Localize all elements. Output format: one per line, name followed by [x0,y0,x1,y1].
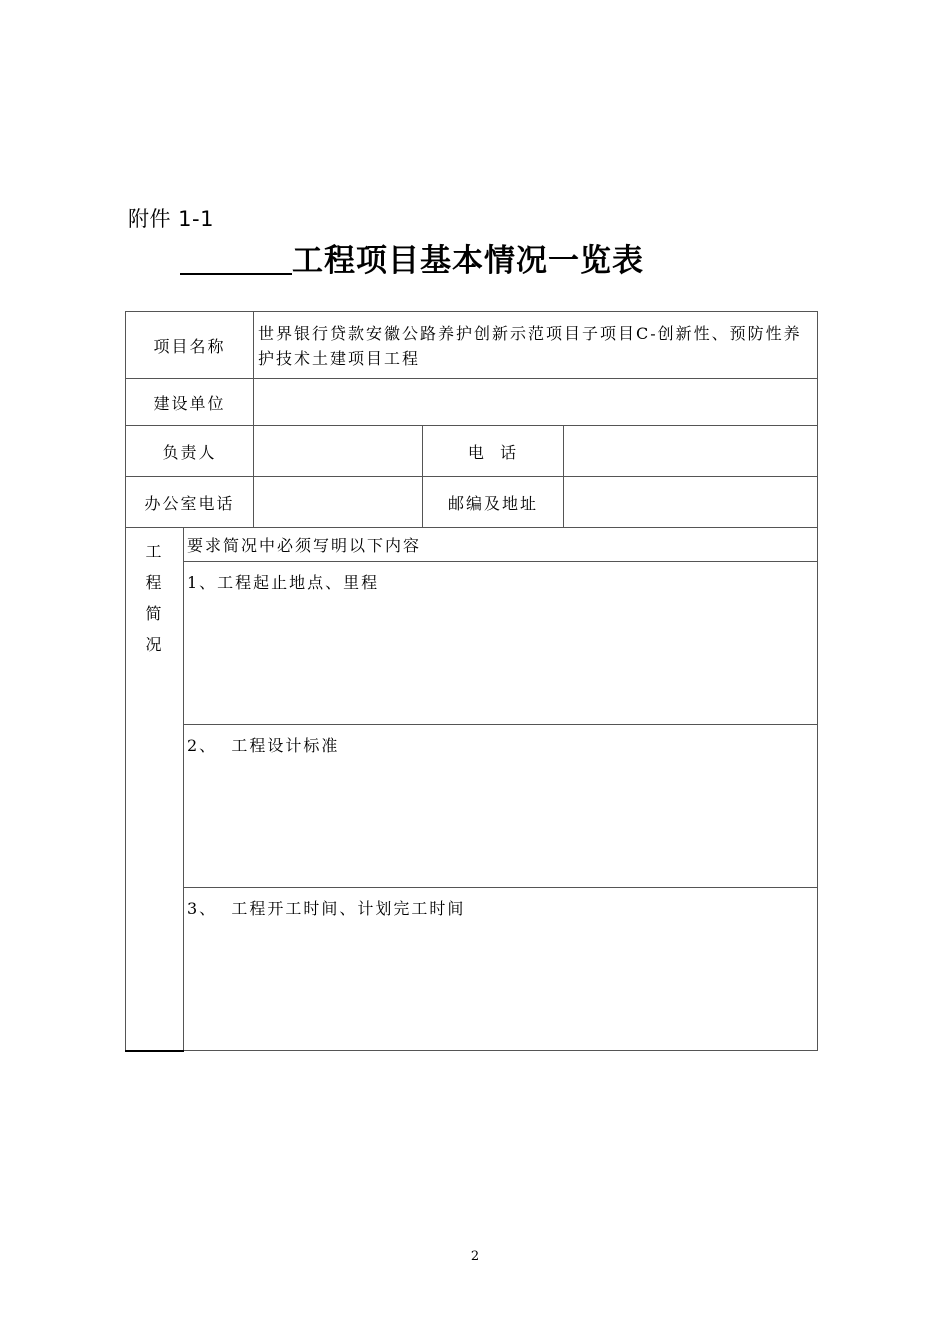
section-start-end-location[interactable]: 1、工程起止地点、里程 [184,562,818,725]
row-responsible-person [126,426,818,477]
phone-label: 电 话 [423,426,564,477]
office-phone-field[interactable] [254,477,423,528]
overview-label-char: 工 [145,542,164,561]
overview-instruction: 要求简况中必须写明以下内容 [184,528,818,562]
title-blank-line [180,273,292,275]
section-schedule[interactable]: 3、 工程开工时间、计划完工时间 [184,888,818,1051]
overview-label-char: 况 [145,635,164,654]
project-info-table [125,311,818,1052]
document-title [180,236,644,280]
overview-label-char: 程 [145,573,164,592]
postal-address-field[interactable] [564,477,818,528]
office-phone-label: 办公室电话 [126,477,254,528]
postal-address-label: 邮编及地址 [423,477,564,528]
responsible-person-label: 负责人 [126,426,254,477]
row-section-1 [126,562,818,725]
project-name-label: 项目名称 [126,312,254,379]
project-overview-label [126,528,184,1051]
project-name-value[interactable]: 世界银行贷款安徽公路养护创新示范项目子项目C-创新性、预防性养护技术土建项目工程 [254,312,818,379]
row-project-name [126,312,818,379]
page-number: 2 [470,1249,480,1264]
title-text: 工程项目基本情况一览表 [292,243,644,279]
section-design-standard[interactable]: 2、 工程设计标准 [184,725,818,888]
construction-unit-field[interactable] [254,379,818,426]
responsible-person-field[interactable] [254,426,423,477]
row-section-2 [126,725,818,888]
row-construction-unit [126,379,818,426]
overview-label-char: 简 [145,604,164,623]
phone-field[interactable] [564,426,818,477]
row-section-3 [126,888,818,1051]
construction-unit-label: 建设单位 [126,379,254,426]
attachment-label: 附件 1-1 [128,207,214,231]
row-overview-instruction [126,528,818,562]
row-office-phone [126,477,818,528]
